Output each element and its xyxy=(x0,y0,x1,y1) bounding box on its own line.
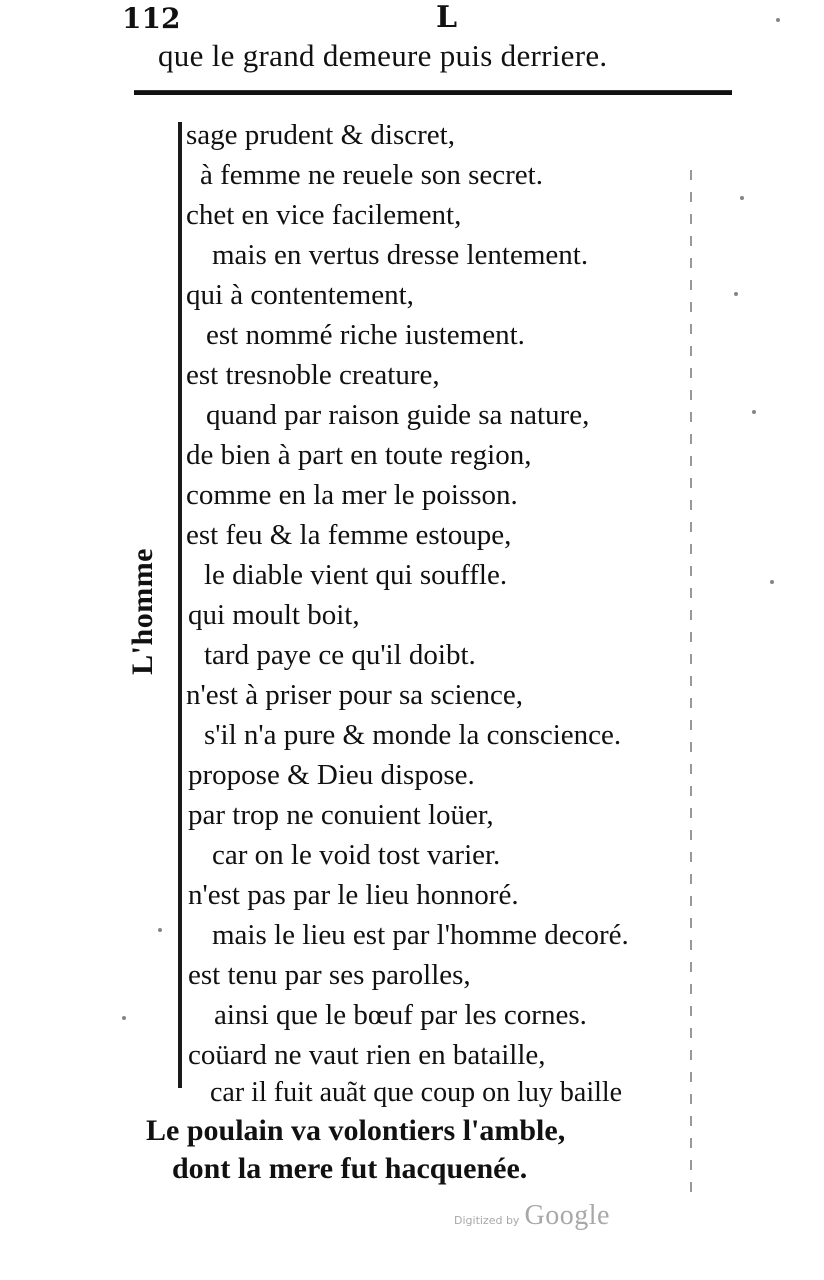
watermark-brand: Google xyxy=(524,1200,610,1231)
proverb-line: qui à contentement, xyxy=(186,279,414,311)
proverb-line: coüard ne vaut rien en bataille, xyxy=(188,1039,546,1071)
proverb-line: de bien à part en toute region, xyxy=(186,439,532,471)
ink-speck xyxy=(734,292,738,296)
proverb-line: mais le lieu est par l'homme decoré. xyxy=(212,919,629,951)
ink-speck xyxy=(158,928,162,932)
closing-line: dont la mere fut hacquenée. xyxy=(172,1152,528,1185)
page-number: 112 xyxy=(122,2,181,35)
proverb-line: par trop ne conuient loüer, xyxy=(188,799,494,831)
margin-rule xyxy=(690,170,692,1200)
proverb-line: n'est pas par le lieu honnoré. xyxy=(188,879,519,911)
proverb-line: quand par raison guide sa nature, xyxy=(206,399,590,431)
proverb-line: propose & Dieu dispose. xyxy=(188,759,475,791)
proverb-line: sage prudent & discret, xyxy=(186,119,455,151)
ink-speck xyxy=(740,196,744,200)
brace-line xyxy=(178,122,182,1088)
signature-mark: L xyxy=(436,0,458,35)
proverb-line: tard paye ce qu'il doibt. xyxy=(204,639,476,671)
proverb-line: le diable vient qui souffle. xyxy=(204,559,508,591)
proverb-line: à femme ne reuele son secret. xyxy=(200,159,543,191)
ink-speck xyxy=(752,410,756,414)
proverb-line: qui moult boit, xyxy=(188,599,360,631)
proverb-line: car on le void tost varier. xyxy=(212,839,501,871)
proverb-line: chet en vice facilement, xyxy=(186,199,462,231)
watermark-prefix: Digitized by xyxy=(454,1214,520,1227)
proverb-line: mais en vertus dresse lentement. xyxy=(212,239,589,271)
proverb-line: n'est à priser pour sa science, xyxy=(186,679,523,711)
proverb-line: car il fuit auãt que coup on luy baille xyxy=(210,1077,623,1108)
ink-speck xyxy=(122,1016,126,1020)
running-headline: que le grand demeure puis derriere. xyxy=(158,38,608,73)
ink-speck xyxy=(770,580,774,584)
proverb-line: s'il n'a pure & monde la conscience. xyxy=(204,719,622,751)
proverb-line: est feu & la femme estoupe, xyxy=(186,519,512,551)
ink-speck xyxy=(776,18,780,22)
proverb-line: est tenu par ses parolles, xyxy=(188,959,471,991)
digitized-watermark xyxy=(454,1200,610,1232)
proverb-line: comme en la mer le poisson. xyxy=(186,479,518,511)
page-header xyxy=(0,0,824,40)
proverb-line: est tresnoble creature, xyxy=(186,359,440,391)
proverb-line: ainsi que le bœuf par les cornes. xyxy=(214,999,587,1031)
side-label: L'homme xyxy=(126,548,159,675)
closing-line: Le poulain va volontiers l'amble, xyxy=(146,1114,566,1147)
proverb-line: est nommé riche iustement. xyxy=(206,319,525,351)
header-rule xyxy=(134,90,732,95)
